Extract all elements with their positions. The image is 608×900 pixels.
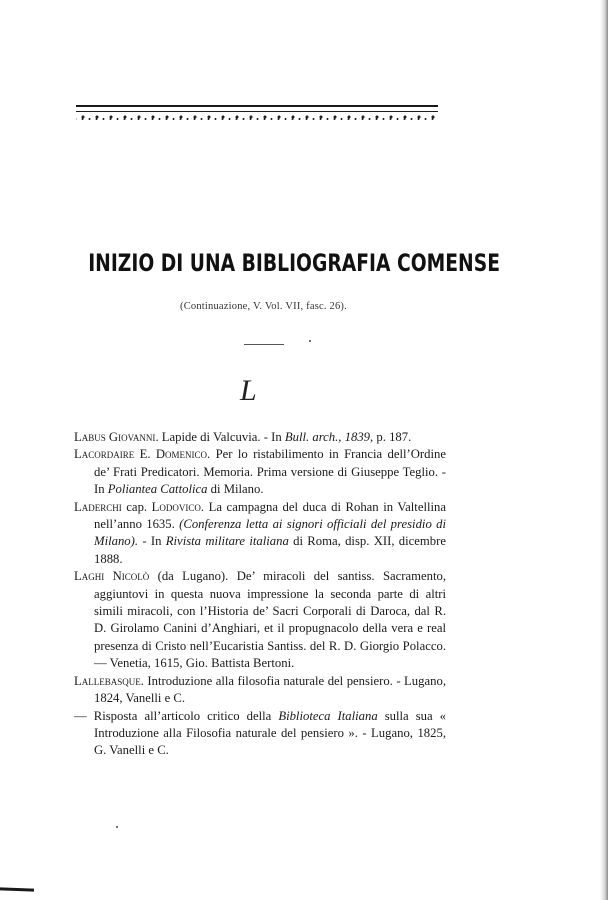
entry-author: Lallebasque (74, 673, 141, 688)
bibliography-entry: Labus Giovanni. Lapide di Valcuvia. - In Bull. arch., 1839, p. 187. (74, 430, 412, 444)
section-letter: L (240, 374, 257, 407)
print-speck (116, 826, 118, 828)
bibliography-entry: Laderchi cap. Lodovico. La campagna del duca di Rohan in Valtellina nell’anno 1635. (Conferenza letta ai signori officiali del presidio di Milano). - In Rivista militare italiana di Roma, disp. XII, dicembre 1888. (74, 499, 447, 566)
entry-author: Labus Giovanni (74, 430, 156, 444)
page-title: INIZIO DI UNA BIBLIOGRAFIA COMENSE (88, 249, 500, 277)
page-edge-shadow (600, 0, 608, 900)
bibliography-entry: Lallebasque. Introduzione alla filosofia naturale del pensiero. - Lugano, 1824, Vanelli e C. (74, 673, 446, 706)
top-rule-thin (76, 111, 438, 112)
entry-author: Lacordaire E. Domenico (74, 447, 208, 462)
bibliography-entries (74, 429, 446, 760)
bibliography-entry: — Risposta all’articolo critico della Biblioteca Italiana sulla sua « Introduzione alla Filosofia naturale del pensiero ». - Lugano, 1825, G. Vanelli e C. (74, 708, 446, 758)
top-rule (76, 105, 438, 107)
entry-author: Laderchi (74, 499, 122, 514)
entry-dash: — (74, 708, 87, 723)
entry-author: Laghi Nicolò (74, 569, 150, 584)
ornament-border (76, 113, 438, 123)
print-speck (309, 340, 311, 342)
bibliography-entry: Laghi Nicolò (da Lugano). De’ miracoli del santiss. Sacramento, aggiuntovi in questa nuova impressione la seconda parte di altri simili miracoli, con l’Historia de’ Sacri Corporali di Daroca, dal R. D. Girolamo Canini d’Anghiari, et il propugnacolo della vera e real presenza di Cristo nell’Eucaristia Santiss. del R. D. Giorgio Polacco. — Venetia, 1615, Gio. Battista Bertoni. (74, 569, 447, 671)
subtitle: (Continuazione, V. Vol. VII, fasc. 26). (180, 301, 347, 312)
bibliography-entry: Lacordaire E. Domenico. Per lo ristabilimento in Francia dell’Ordine de’ Frati Predicatori. Memoria. Prima versione di Giuseppe Teglio. - In Poliantea Cattolica di Milano. (74, 447, 446, 497)
margin-mark (0, 887, 34, 891)
separator-rule (244, 344, 284, 345)
